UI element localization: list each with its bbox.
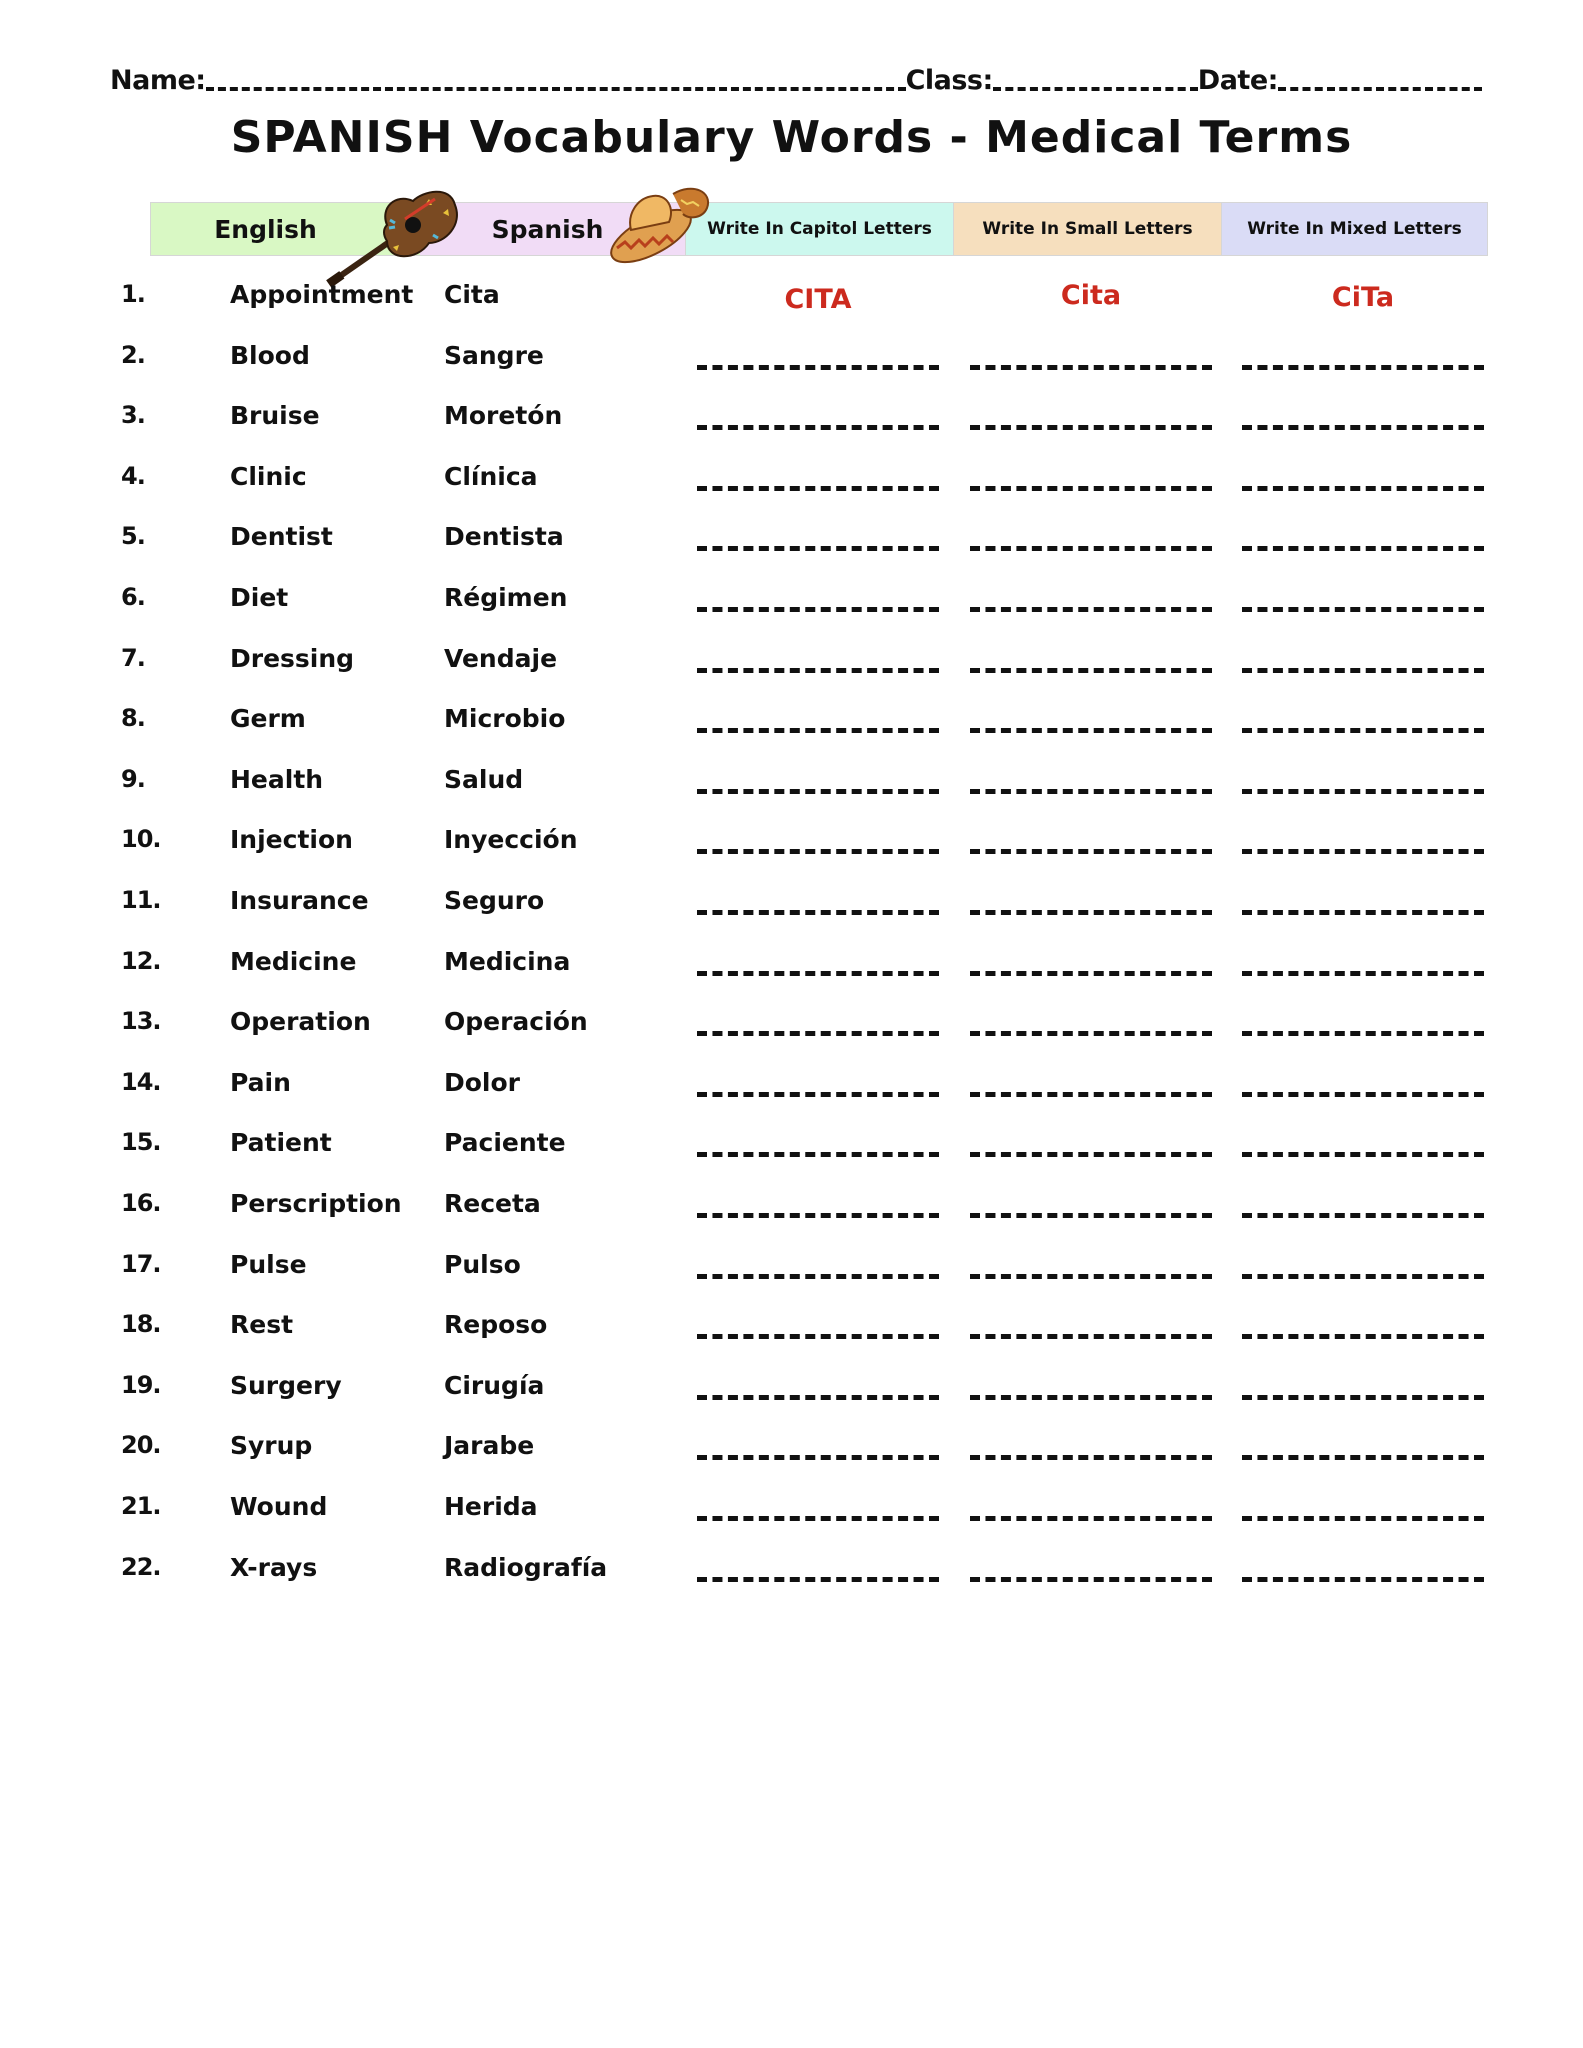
write-capital-blank[interactable] [697, 1031, 939, 1036]
spanish-word: Paciente [444, 1128, 566, 1158]
write-mixed-blank[interactable] [1242, 849, 1484, 854]
column-header-small [953, 202, 1221, 256]
write-small-blank[interactable] [970, 849, 1212, 854]
row-number: 21. [121, 1492, 161, 1520]
word-row [0, 886, 1583, 926]
column-header-capital [685, 202, 953, 256]
write-mixed-blank[interactable] [1242, 910, 1484, 915]
english-word: Diet [230, 583, 289, 612]
write-capital-blank[interactable] [697, 1274, 939, 1279]
word-row [0, 1128, 1583, 1168]
spanish-word: Régimen [444, 583, 568, 612]
word-row [0, 462, 1583, 502]
spanish-word: Inyección [444, 825, 578, 855]
write-mixed-blank[interactable] [1242, 971, 1484, 976]
write-mixed-blank[interactable] [1242, 1274, 1484, 1279]
write-small-blank[interactable] [970, 546, 1212, 551]
row-number: 15. [121, 1128, 161, 1157]
spanish-word: Dolor [444, 1067, 521, 1097]
row-number: 7. [121, 643, 145, 672]
write-mixed-blank[interactable] [1242, 1577, 1484, 1582]
write-capital-blank[interactable] [697, 1334, 939, 1339]
spanish-word: Operación [444, 1007, 588, 1037]
row-number: 18. [121, 1310, 161, 1339]
write-capital-blank[interactable] [697, 425, 939, 430]
row-number: 13. [121, 1007, 161, 1036]
write-mixed-blank[interactable] [1242, 425, 1484, 430]
spanish-word: Sangre [444, 340, 544, 370]
write-mixed-blank[interactable] [1242, 728, 1484, 733]
write-small-blank[interactable] [970, 1516, 1212, 1521]
write-small-blank[interactable] [970, 668, 1212, 673]
row-number: 16. [121, 1189, 161, 1217]
spanish-word: Reposo [444, 1310, 548, 1340]
row-number: 14. [121, 1067, 161, 1096]
spanish-word: Clínica [444, 461, 538, 491]
write-capital-blank[interactable] [697, 365, 939, 370]
write-small-blank[interactable] [970, 1334, 1212, 1339]
write-capital-blank[interactable] [697, 971, 939, 976]
write-capital-blank[interactable] [697, 1152, 939, 1157]
word-row [0, 522, 1583, 562]
write-mixed-blank[interactable] [1242, 1031, 1484, 1036]
row-number: 8. [121, 704, 145, 733]
english-word: Operation [230, 1007, 371, 1037]
write-capital-blank[interactable] [697, 1455, 939, 1460]
write-small-blank[interactable] [970, 971, 1212, 976]
write-mixed-blank[interactable] [1242, 789, 1484, 794]
english-word: Syrup [230, 1431, 313, 1461]
write-small-blank[interactable] [970, 910, 1212, 915]
spanish-word: Medicina [444, 946, 571, 976]
write-mixed-blank[interactable] [1242, 365, 1484, 370]
row-number: 11. [121, 886, 161, 914]
row-number: 9. [121, 764, 145, 793]
row-number: 5. [121, 522, 145, 551]
english-word: Health [230, 764, 324, 794]
write-mixed-blank[interactable] [1242, 1455, 1484, 1460]
english-word: Pulse [230, 1249, 307, 1279]
english-word: X-rays [230, 1552, 318, 1582]
spanish-word: Cita [444, 280, 500, 309]
english-word: Injection [230, 825, 353, 855]
write-small-blank[interactable] [970, 1274, 1212, 1279]
row-number: 19. [121, 1370, 161, 1399]
column-header-english-label: English [214, 214, 317, 244]
word-row [0, 280, 1583, 320]
write-capital-blank[interactable] [697, 668, 939, 673]
word-row [0, 1189, 1583, 1229]
write-small-blank[interactable] [970, 1455, 1212, 1460]
spanish-word: Receta [444, 1189, 541, 1218]
row-number: 20. [121, 1431, 161, 1460]
english-word: Wound [230, 1492, 328, 1521]
write-capital-blank[interactable] [697, 1092, 939, 1097]
write-small-blank[interactable] [970, 728, 1212, 733]
english-word: Patient [230, 1128, 332, 1158]
name-blank[interactable] [206, 87, 906, 91]
write-mixed-blank[interactable] [1242, 1213, 1484, 1218]
write-small-blank[interactable] [970, 425, 1212, 430]
spanish-word: Moretón [444, 401, 563, 431]
word-row [0, 1310, 1583, 1350]
write-small-blank[interactable] [970, 365, 1212, 370]
word-row [0, 583, 1583, 623]
write-small-blank[interactable] [970, 1213, 1212, 1218]
write-capital-blank[interactable] [697, 486, 939, 491]
spanish-word: Microbio [444, 704, 566, 734]
example-small: Cita [1060, 280, 1122, 311]
english-word: Dressing [230, 643, 355, 673]
column-header-spanish-label: Spanish [491, 214, 604, 244]
write-mixed-blank[interactable] [1242, 668, 1484, 673]
english-word: Pain [230, 1067, 291, 1097]
worksheet-title: SPANISH Vocabulary Words - Medical Terms [230, 112, 1353, 163]
row-number: 6. [121, 583, 145, 611]
write-small-blank[interactable] [970, 486, 1212, 491]
row-number: 2. [121, 340, 145, 369]
row-number: 12. [121, 946, 161, 975]
write-small-blank[interactable] [970, 1395, 1212, 1400]
spanish-word: Dentista [444, 522, 564, 552]
word-row [0, 1553, 1583, 1593]
write-capital-blank[interactable] [697, 849, 939, 854]
write-mixed-blank[interactable] [1242, 1152, 1484, 1157]
spanish-word: Vendaje [444, 643, 558, 673]
write-capital-blank[interactable] [697, 607, 939, 612]
example-mixed: CiTa [1331, 282, 1395, 313]
spanish-word: Jarabe [444, 1431, 535, 1461]
write-capital-blank[interactable] [697, 546, 939, 551]
word-row [0, 1431, 1583, 1471]
english-word: Clinic [230, 461, 307, 491]
write-small-blank[interactable] [970, 1577, 1212, 1582]
write-capital-blank[interactable] [697, 789, 939, 794]
row-number: 22. [121, 1552, 161, 1581]
english-word: Rest [230, 1310, 294, 1340]
student-info-line [110, 62, 1482, 96]
column-header-capital-label: Write In Capitol Letters [707, 219, 932, 239]
spanish-word: Herida [444, 1492, 538, 1521]
write-small-blank[interactable] [970, 1152, 1212, 1157]
write-small-blank[interactable] [970, 1031, 1212, 1036]
spanish-word: Cirugía [444, 1370, 545, 1400]
write-mixed-blank[interactable] [1242, 546, 1484, 551]
name-label: Name: [110, 65, 206, 96]
english-word: Bruise [230, 401, 320, 431]
row-number: 10. [121, 825, 161, 854]
column-header-mixed [1221, 202, 1488, 256]
row-number: 3. [121, 401, 145, 430]
write-mixed-blank[interactable] [1242, 1395, 1484, 1400]
spanish-word: Seguro [444, 886, 545, 915]
write-mixed-blank[interactable] [1242, 1334, 1484, 1339]
word-row [0, 765, 1583, 805]
word-row [0, 1250, 1583, 1290]
write-small-blank[interactable] [970, 789, 1212, 794]
english-word: Germ [230, 704, 306, 734]
word-row [0, 401, 1583, 441]
class-label: Class: [905, 65, 993, 96]
english-word: Medicine [230, 946, 357, 976]
guitar-icon [325, 183, 475, 288]
write-mixed-blank[interactable] [1242, 486, 1484, 491]
spanish-word: Pulso [444, 1249, 521, 1279]
date-label: Date: [1197, 65, 1278, 96]
english-word: Blood [230, 340, 310, 370]
english-word: Perscription [230, 1189, 402, 1218]
example-capital: CITA [784, 284, 852, 315]
word-row [0, 704, 1583, 744]
write-capital-blank[interactable] [697, 1516, 939, 1521]
write-capital-blank[interactable] [697, 1395, 939, 1400]
write-capital-blank[interactable] [697, 910, 939, 915]
word-row [0, 1068, 1583, 1108]
write-small-blank[interactable] [970, 1092, 1212, 1097]
word-row [0, 1007, 1583, 1047]
word-row [0, 644, 1583, 684]
write-capital-blank[interactable] [697, 728, 939, 733]
spanish-word: Salud [444, 764, 524, 794]
column-header-small-label: Write In Small Letters [982, 219, 1193, 239]
word-row [0, 947, 1583, 987]
write-mixed-blank[interactable] [1242, 1092, 1484, 1097]
write-capital-blank[interactable] [697, 1213, 939, 1218]
row-number: 1. [121, 280, 145, 308]
english-word: Insurance [230, 886, 369, 915]
word-row [0, 1492, 1583, 1532]
date-blank[interactable] [1278, 87, 1482, 91]
write-mixed-blank[interactable] [1242, 1516, 1484, 1521]
row-number: 17. [121, 1249, 161, 1278]
write-mixed-blank[interactable] [1242, 607, 1484, 612]
english-word: Surgery [230, 1370, 342, 1400]
english-word: Dentist [230, 522, 333, 552]
spanish-word: Radiografía [444, 1552, 608, 1582]
word-row [0, 825, 1583, 865]
write-capital-blank[interactable] [697, 1577, 939, 1582]
sombrero-icon [603, 184, 715, 266]
class-blank[interactable] [993, 87, 1198, 91]
word-row [0, 1371, 1583, 1411]
word-row [0, 341, 1583, 381]
column-header-mixed-label: Write In Mixed Letters [1247, 219, 1462, 239]
row-number: 4. [121, 461, 145, 490]
write-small-blank[interactable] [970, 607, 1212, 612]
english-word: Appointment [230, 280, 414, 309]
